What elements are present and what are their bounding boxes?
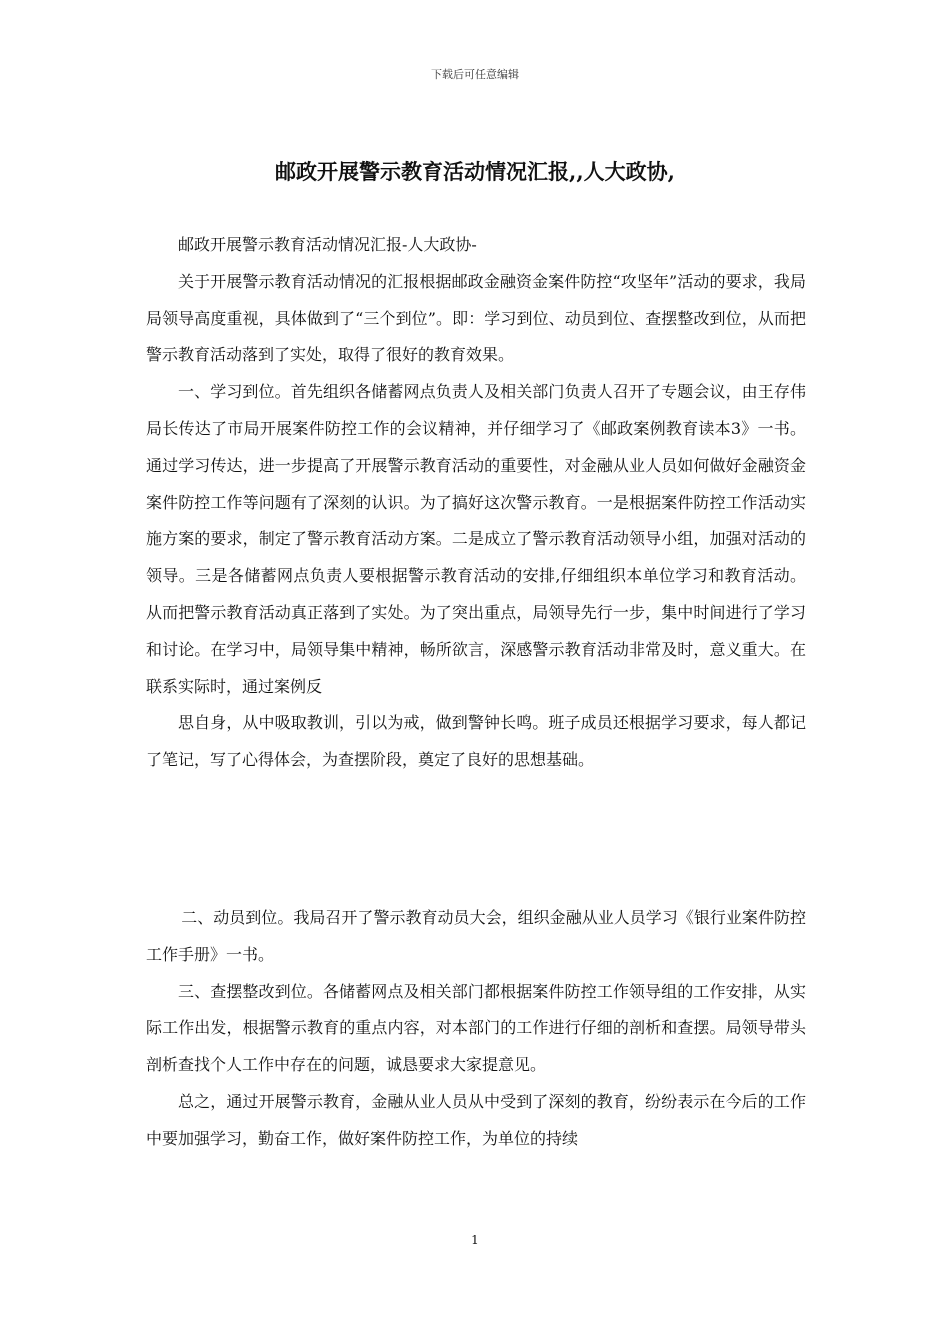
header-note: 下载后可任意编辑 [431, 68, 519, 81]
paragraph-summary: 总之，通过开展警示教育，金融从业人员从中受到了深刻的教育，纷纷表示在今后的工作中要加强学习，勤奋工作，做好案件防控工作，为单位的持续 [146, 1091, 806, 1148]
body-text-block-1 [146, 227, 806, 779]
paragraph-section-3: 三、查摆整改到位。各储蓄网点及相关部门都根据案件防控工作领导组的工作安排，从实际工作出发，根据警示教育的重点内容，对本部门的工作进行仔细的剖析和查摆。局领导带头剖析查找个人工作中存在的问题，诚恳要求大家提意见。 [146, 981, 806, 1075]
paragraph-section-1-continued: 思自身，从中吸取教训，引以为戒，做到警钟长鸣。班子成员还根据学习要求，每人都记了笔记，写了心得体会，为查摆阶段，奠定了良好的思想基础。 [146, 713, 806, 770]
paragraph-section-1: 一、学习到位。首先组织各储蓄网点负责人及相关部门负责人召开了专题会议，由王存伟局长传达了市局开展案件防控工作的会议精神，并仔细学习了《邮政案例教育读本3》一书。通过学习传达，进一步提高了开展警示教育活动的重要性，对金融从业人员如何做好金融资金案件防控工作等问题有了深刻的认识。为了搞好这次警示教育。一是根据案件防控工作活动实施方案的要求，制定了警示教育活动方案。二是成立了警示教育活动领导小组，加强对活动的领导。三是各储蓄网点负责人要根据警示教育活动的安排,仔细组织本单位学习和教育活动。从而把警示教育活动真正落到了实处。为了突出重点，局领导先行一步，集中时间进行了学习和讨论。在学习中，局领导集中精神，畅所欲言，深感警示教育活动非常及时，意义重大。在联系实际时，通过案例反 [146, 382, 806, 696]
body-text-block-2 [146, 900, 806, 1158]
page-number: 1 [471, 1233, 479, 1247]
paragraph-subtitle: 邮政开展警示教育活动情况汇报-人大政协- [178, 235, 477, 254]
document-title: 邮政开展警示教育活动情况汇报,,人大政协, [275, 159, 675, 184]
paragraph-section-2: 二、动员到位。我局召开了警示教育动员大会，组织金融从业人员学习《银行业案件防控工作手册》一书。 [146, 908, 806, 964]
paragraph-intro: 关于开展警示教育活动情况的汇报根据邮政金融资金案件防控“攻坚年”活动的要求，我局局领导高度重视，具体做到了“三个到位”。即：学习到位、动员到位、查摆整改到位，从而把警示教育活动落到了实处，取得了很好的教育效果。 [146, 271, 806, 365]
